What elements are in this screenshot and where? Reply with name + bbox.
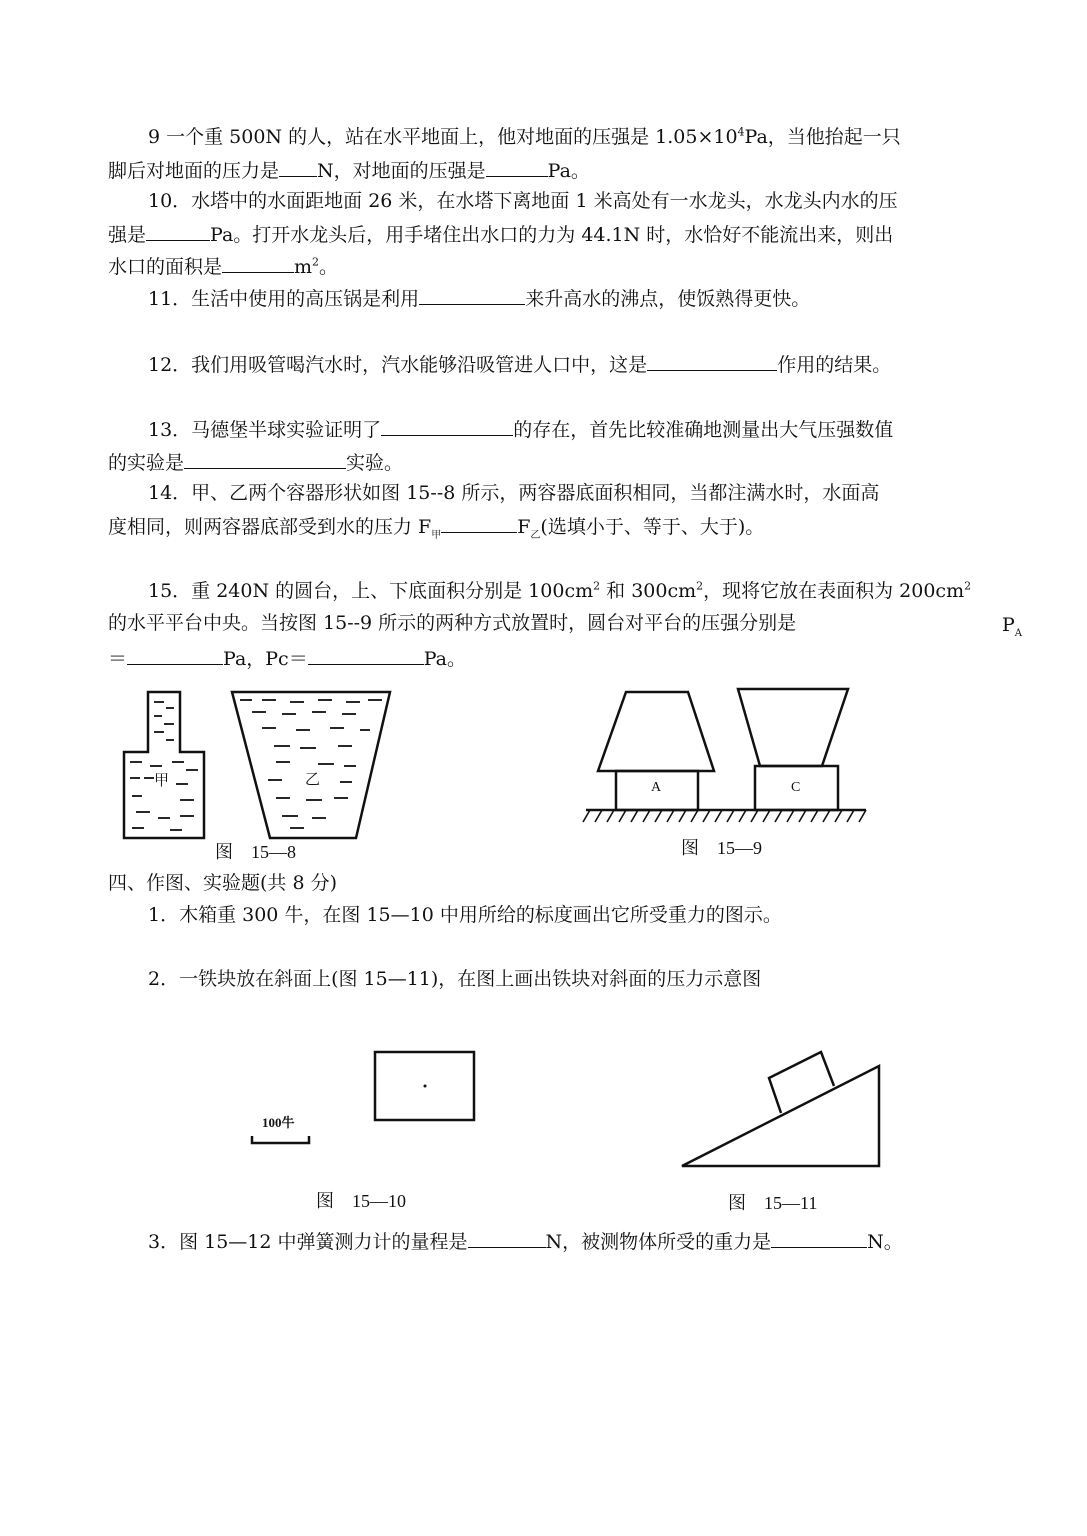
q15-line2: 的水平平台中央。当按图 15--9 所示的两种方式放置时，圆台对平台的压强分别是 — [108, 612, 797, 634]
scale-label: 100牛 — [262, 1115, 295, 1130]
q9-line2: 脚后对地面的压力是 N，对地面的压强是 Pa。 — [108, 156, 590, 184]
q15-line3: ＝ Pa，Pc＝ Pa。 — [108, 644, 466, 672]
q10-line1: 10．水塔中的水面距地面 26 米，在水塔下离地面 1 米高处有一水龙头，水龙头内水的压 — [148, 190, 898, 212]
iron-block — [769, 1052, 834, 1113]
label-a: A — [651, 780, 662, 795]
frustum-figure — [583, 689, 866, 822]
caption-15-10: 图 15—10 — [316, 1191, 406, 1211]
incline-figure — [682, 1052, 879, 1166]
q15-pa-label: $P_A$ — [1002, 614, 1023, 639]
incline — [682, 1066, 879, 1166]
q13-line2: 的实验是 实验。 — [108, 448, 403, 476]
label-jia: 甲 — [154, 773, 170, 789]
answer-blank[interactable] — [771, 1227, 867, 1248]
answer-blank[interactable] — [468, 1227, 546, 1248]
q12: 12．我们用吸管喝汽水时，汽水能够沿吸管进人口中，这是 作用的结果。 — [148, 350, 891, 378]
container-yi — [232, 692, 390, 838]
container-jia — [124, 692, 204, 838]
label-c: C — [791, 780, 801, 795]
problem-1: 1．木箱重 300 牛，在图 15—10 中用所给的标度画出它所受重力的图示。 — [148, 904, 782, 926]
q9-line1: 9 一个重 500N 的人，站在水平地面上，他对地面的压强是 $1.05\times 10^4Pa$，当他抬起一只 — [148, 125, 901, 148]
problem-3: 3．图 15—12 中弹簧测力计的量程是 N，被测物体所受的重力是 N。 — [148, 1227, 903, 1255]
q11: 11．生活中使用的高压锅是利用 来升高水的沸点，使饭熟得更快。 — [148, 284, 810, 312]
frustum-c — [738, 689, 848, 766]
center-dot — [424, 1085, 427, 1088]
caption-15-8: 图 15—8 — [215, 842, 296, 862]
frustum-a — [598, 692, 714, 771]
q10-line2: 强是 Pa。打开水龙头后，用手堵住出水口的力为 44.1N 时，水恰好不能流出来，则出 — [108, 220, 893, 248]
caption-15-11: 图 15—11 — [728, 1193, 818, 1213]
caption-15-9: 图 15—9 — [681, 838, 762, 858]
q15-line1: 15．重 240N 的圆台，上、下底面积分别是 $100cm^2$ 和 $300cm^2$，现将它放在表面积为 $200cm^2$ — [148, 579, 972, 602]
q14-line2: 度相同，则两容器底部受到水的压力 $F_甲$ $F_乙$(选填小于、等于、大于)。 — [108, 512, 764, 540]
label-yi: 乙 — [305, 772, 321, 788]
section-heading: 四、作图、实验题(共 8 分) — [108, 872, 337, 894]
q14-line1: 14．甲、乙两个容器形状如图 15--8 所示，两容器底面积相同，当都注满水时，水面高 — [148, 482, 880, 504]
problem-2: 2．一铁块放在斜面上(图 15—11)，在图上画出铁块对斜面的压力示意图 — [148, 968, 762, 990]
q13-line1: 13．马德堡半球实验证明了 的存在，首先比较准确地测量出大气压强数值 — [148, 415, 893, 443]
scale-bar — [252, 1136, 309, 1143]
q10-line3: 水口的面积是 $m^2$。 — [108, 252, 338, 280]
ground-hatching — [583, 810, 866, 822]
